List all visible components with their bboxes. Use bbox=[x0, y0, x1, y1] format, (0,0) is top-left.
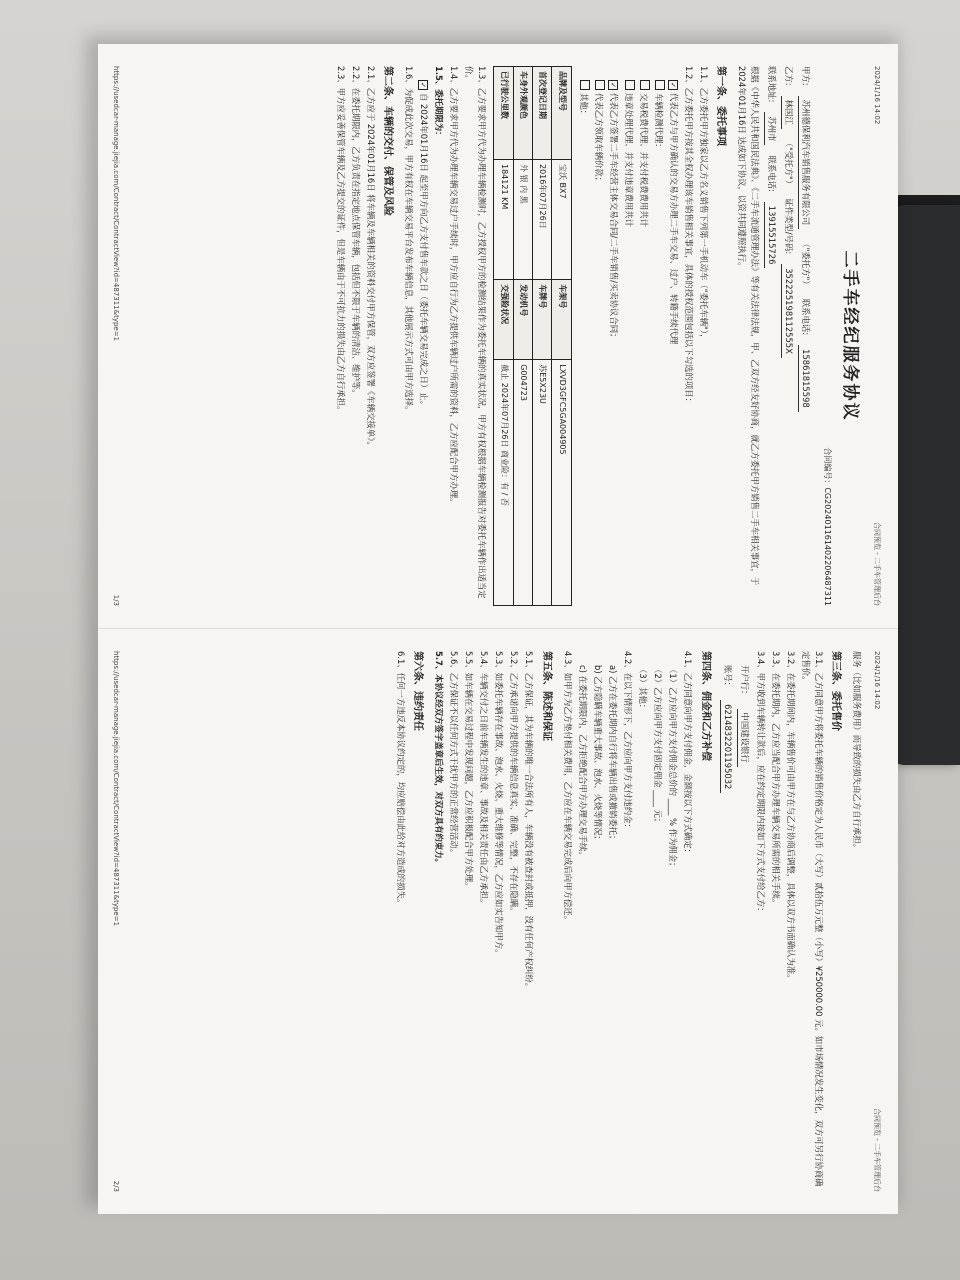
clause-1-4: 1.4、乙方要求甲方代为办理车辆交易过户手续时，甲方应自行为乙方提供车辆过户所需的资料，乙方应配合甲方办理。 bbox=[449, 66, 460, 507]
clause-1-5-title: 1.5、委托期限为： bbox=[434, 66, 445, 140]
checkbox-icon bbox=[580, 80, 590, 90]
contract-page-1 bbox=[98, 44, 898, 629]
section-2-title: 第二条、车辆的交付、保管及风险 bbox=[382, 66, 394, 216]
party-b-phone: 13915515726 bbox=[764, 202, 778, 269]
clause-3-4: 3.4、甲方收到车辆转让款后，应在约定期限内按如下方式支付给乙方： bbox=[755, 651, 766, 916]
print-source: 合同预览 - 二手车管理后台 bbox=[873, 1108, 881, 1192]
print-date: 2024/1/16 14:02 bbox=[873, 66, 881, 125]
carryover-note: 服务（比如服务费用）而导致的损失由乙方自行承担。 bbox=[852, 651, 863, 852]
page-number: 2/3 bbox=[111, 1180, 120, 1192]
clause-1-1: 1.1、乙方委托甲方独家以乙方名义销售下列第一手机动车（"委托车辆"）， bbox=[698, 66, 709, 343]
party-b-address-row: 联系地址: 苏州市 联系电话: 13915515726 bbox=[764, 66, 778, 606]
clause-4-2: 4.2、在以下情形下，乙方应向甲方支付违约金： bbox=[622, 651, 633, 832]
clause-3-3: 3.3、在委托期内，乙方应当配合甲方办理车辆交易所需的相关手续。 bbox=[770, 651, 781, 908]
clause-4-1: 4.1、乙方同意向甲方支付佣金，金额按以下方式确定： bbox=[683, 651, 694, 857]
bank-name: 中国建设银行 bbox=[737, 709, 751, 767]
clause-4-2a: a) 乙方在委托期内自行将车辆出售或撤销委托； bbox=[607, 665, 618, 844]
printed-contract bbox=[98, 44, 898, 1214]
clause-5-7: 5.7、本协议经双方签字盖章后生效，对双方具有约束力。 bbox=[434, 651, 445, 867]
auth-item: 车辆检测代理： bbox=[652, 80, 665, 606]
checkbox-icon: ✓ bbox=[668, 80, 678, 90]
clause-5-6: 5.6、乙方保证不以任何方式干扰甲方的正常经营活动。 bbox=[449, 651, 460, 857]
checkbox-icon bbox=[640, 80, 650, 90]
contract-page-2 bbox=[98, 629, 898, 1214]
table-row: 首次登记日期 2016年07月26日 车牌号 苏E5X23U bbox=[532, 67, 551, 606]
vehicle-info-table bbox=[493, 66, 572, 606]
checkbox-icon bbox=[625, 80, 635, 90]
clause-4-3: 4.3、如甲方为乙方垫付相关费用，乙方应在车辆交易完成后向甲方偿还。 bbox=[562, 651, 573, 924]
clause-6-1: 6.1、任何一方违反本协议约定的，均应赔偿由此给对方造成的损失。 bbox=[395, 651, 406, 908]
table-row: 已行驶公里数 184121 KM 交强险状况 截止 2024年07月26日 商业险：有 / 否 bbox=[494, 67, 513, 606]
auth-item: 交易税费代理、并支付税费费用共计 bbox=[637, 80, 650, 606]
auth-item: ✓代表乙方与甲方确认的交易方办理二手车交易、过户、转籍手续代理 bbox=[667, 80, 680, 606]
page-number: 1/3 bbox=[111, 594, 120, 606]
checkbox-icon bbox=[655, 80, 665, 90]
clause-5-1: 5.1、乙方保证，其为车辆的唯一合法所有人，车辆没有被查封或抵押，没有任何产权纠纷。 bbox=[524, 651, 535, 991]
auth-item: 代表乙方领取车辆价款； bbox=[592, 80, 605, 606]
auth-item: 违章处理代理、并支付违章费用共计 bbox=[622, 80, 635, 606]
page-footer bbox=[110, 66, 121, 606]
checkbox-icon: ✓ bbox=[608, 80, 618, 90]
table-row: 品牌及型号 宝沃 BX7 车架号 LXVD3GFC5GA004905 bbox=[552, 67, 571, 606]
section-3-title: 第三条、委托售价 bbox=[830, 651, 842, 731]
table-row: 车身外观颜色 外 银 内 黑 发动机号 G004723 bbox=[513, 67, 532, 606]
party-a-phone: 15861815598 bbox=[798, 345, 812, 412]
clause-5-2: 5.2、乙方承诺向甲方提供的车辆信息真实、准确、完整，不存在隐瞒。 bbox=[509, 651, 520, 916]
laptop bbox=[890, 205, 960, 765]
section-6-title: 第六条、违约责任 bbox=[412, 651, 424, 731]
section-4-title: 第四条、佣金和乙方补偿 bbox=[699, 651, 711, 761]
page-header bbox=[871, 66, 882, 606]
clause-2-1: 2.1、乙方应于 2024年01月16日 将车辆及车辆相关的资料交付甲方保管，双方应签署《车辆交接单》。 bbox=[365, 66, 376, 450]
party-a-name: 苏州德保利汽车销售服务有限公司 bbox=[798, 96, 812, 230]
bank-row: 开户行： 中国建设银行 bbox=[737, 651, 751, 1192]
clause-1-3: 1.3、乙方要求甲方代为办理车辆检测时，乙方授权甲方的检测结果作为委托车辆的真实状况，甲方有权根据车辆检测报告对委托车辆作出适当定价。 bbox=[464, 66, 488, 599]
section-1-title: 第一条、委托事项 bbox=[715, 66, 727, 146]
footer-url: https://usedcar-manage.jiejia.com/Contract/ContractView?id=487311&type=1 bbox=[111, 66, 120, 342]
authorization-list bbox=[577, 66, 680, 606]
party-b-name: 林国江 bbox=[781, 96, 795, 129]
contract-number: 合同编号：CG202401161402206487311 bbox=[822, 447, 832, 606]
clause-1-6: 1.6、为促成此次交易，甲方有权在车辆交易平台发布车辆信息，其他展示方式可由甲方选择。 bbox=[404, 66, 415, 415]
party-b-id: 352225198112555X bbox=[781, 264, 795, 358]
clause-3-2: 3.2、在委托期间内，车辆售价可由甲方在与乙方协商后调整，具体以双方书面确认为准。 bbox=[785, 651, 796, 983]
clause-4-2c: c) 在委托期限内，乙方拒绝配合甲方办理交易手续。 bbox=[577, 665, 588, 860]
page-footer bbox=[110, 651, 121, 1192]
clause-2-3: 2.3、甲方应妥善保管车辆及乙方提交的证件，但是车辆由于不可抗力的损失由乙方自行承担。 bbox=[335, 66, 346, 415]
clause-4-1c: （3）其他： bbox=[637, 665, 648, 713]
footer-url: https://usedcar-manage.jiejia.com/Contract/ContractView?id=487311&type=1 bbox=[111, 651, 120, 927]
party-a-row: 甲方: 苏州德保利汽车销售服务有限公司 （"委托方"） 联系电话: 15861815598 bbox=[798, 66, 812, 606]
clause-5-3: 5.3、如委托车辆存在事故、泡水、火烧、重大维修等情况，乙方应如实告知甲方。 bbox=[494, 651, 505, 958]
clause-5-4: 5.4、车辆交付之日前车辆发生的违章、事故及相关责任由乙方承担。 bbox=[479, 651, 490, 908]
print-date: 2024/1/16 14:02 bbox=[873, 651, 881, 710]
clause-2-2: 2.2、在委托期限内，乙方负责在指定地点保管车辆，包括但不限于车辆的清洁、维护等。 bbox=[350, 66, 361, 398]
contract-title: 二手车经纪服务协议 bbox=[840, 250, 861, 422]
clause-4-1b: （2）乙方应向甲方支付固定佣金 ____ 元； bbox=[653, 665, 663, 827]
auth-item: ✓代表乙方签署二手车经营主体交易合同/二手车销售/买卖协议合同； bbox=[607, 80, 620, 606]
checkbox-icon bbox=[595, 80, 605, 90]
checkbox-icon: ✓ bbox=[418, 80, 428, 90]
section-5-title: 第五条、陈述和保证 bbox=[540, 651, 552, 741]
account-row: 账号： 6214832201195032 bbox=[720, 651, 734, 1192]
print-source: 合同预览 - 二手车管理后台 bbox=[873, 522, 881, 606]
clause-4-2b: b) 乙方隐瞒车辆重大事故、泡水、火烧等情况； bbox=[592, 665, 603, 844]
page-header bbox=[871, 651, 882, 1192]
account-number: 6214832201195032 bbox=[720, 700, 734, 793]
clause-5-5: 5.5、如车辆在交易过程中发现问题，乙方应积极配合甲方处理。 bbox=[464, 651, 475, 891]
preamble: 根据《中华人民共和国民法典》、《二手车流通管理办法》等有关法律法规，甲、乙双方经友好协商，就乙方委托甲方销售二手车相关事宜，于 2024年01月16日 达成如下协议，以资共同遵照执行。 bbox=[737, 66, 761, 586]
party-b-address: 苏州市 bbox=[764, 112, 778, 145]
clause-1-2: 1.2、乙方委托甲方按其全权办理该车销售相关事宜，具体的授权范围包括以下勾选的项目： bbox=[683, 66, 694, 406]
auth-item: 其他： bbox=[577, 80, 590, 606]
clause-3-1: 3.1、乙方同意甲方将委托车辆的销售价格定为人民币（大写）贰拾伍万元整（小写）¥250000.00 元。如市场情况发生变化，双方可另行协商确定售价。 bbox=[800, 651, 824, 1187]
clause-4-1a: （1）乙方应向甲方支付佣金总价的 ____ % 作为佣金； bbox=[668, 665, 679, 871]
party-b-row: 乙方: 林国江 （"受托方"） 证件类型/号码: 352225198112555X bbox=[781, 66, 795, 606]
clause-1-5: ✓自 2024年01月16日 起至甲方向乙方支付售车款之日（委托车辆交易完成之日）止。 bbox=[417, 66, 430, 606]
